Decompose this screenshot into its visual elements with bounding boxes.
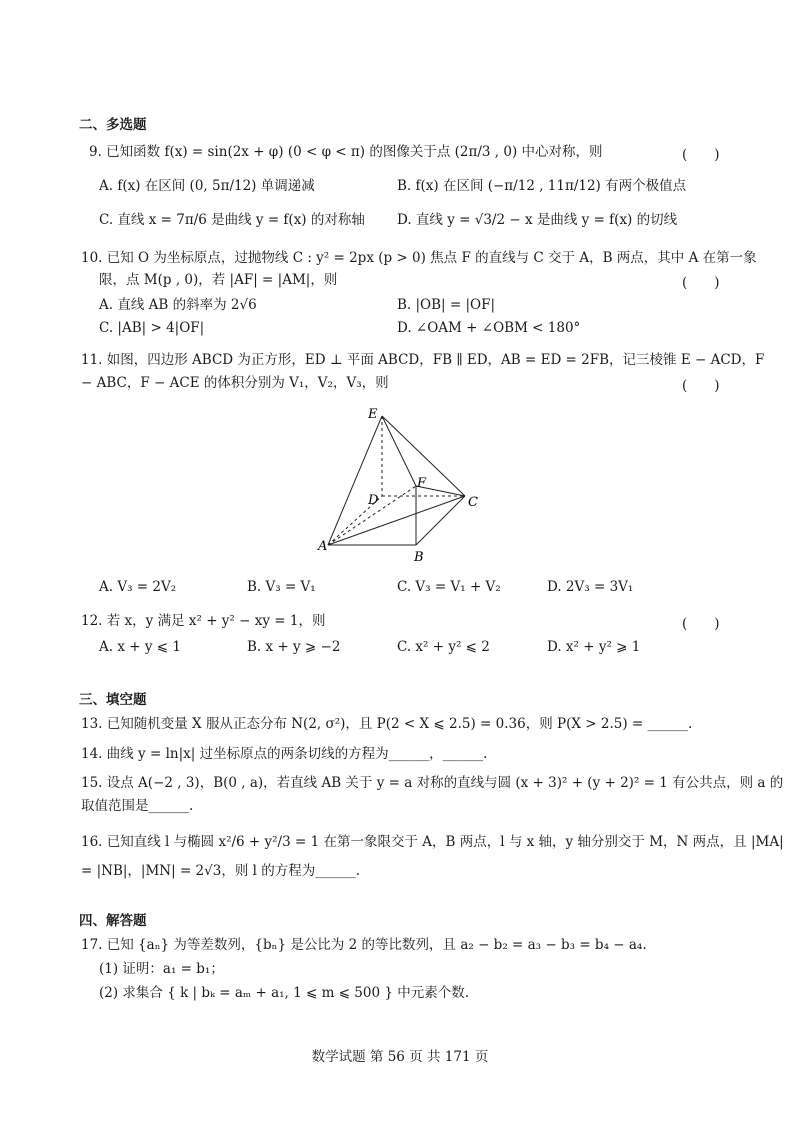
q13-text: 13. 已知随机变量 X 服从正态分布 N(2, σ²)，且 P(2 < X ⩽ 2.5) = 0.36，则 P(X > 2.5) = ______. [81,716,693,732]
q10-stem-line1: 10. 已知 O 为坐标原点，过抛物线 C : y² = 2px (p > 0) 焦点 F 的直线与 C 交于 A，B 两点，其中 A 在第一象 [81,250,757,266]
edge-ef [382,416,416,486]
q12-option-a: A. x + y ⩽ 1 [99,639,181,655]
q11-option-d: D. 2V₃ = 3V₁ [547,579,634,595]
label-f: F [417,476,427,491]
q10-answer-paren: ( ) [682,275,720,291]
q9-option-a: A. f(x) 在区间 (0, 5π/12) 单调递减 [99,178,315,194]
edge-ac [328,496,465,545]
section-title-multi: 二、多选题 [79,117,147,133]
q17-stem: 17. 已知 {aₙ} 为等差数列，{bₙ} 是公比为 2 的等比数列，且 a₂ − b₂ = a₃ − b₃ = b₄ − a₄. [81,937,647,953]
q11-stem-line1: 11. 如图，四边形 ABCD 为正方形，ED ⊥ 平面 ABCD，FB ∥ ED，AB = ED = 2FB，记三棱锥 E − ACD，F [81,352,765,368]
q9-option-b: B. f(x) 在区间 (−π/12 , 11π/12) 有两个极值点 [397,178,687,194]
pyramid-figure [300,400,500,565]
q11-option-c: C. V₃ = V₁ + V₂ [397,579,501,595]
q10-stem-line2: 限，点 M(p , 0)，若 |AF| = |AM|，则 [99,272,338,288]
q11-answer-paren: ( ) [682,378,720,394]
q12-answer-paren: ( ) [682,616,720,632]
q9-stem: 9. 已知函数 f(x) = sin(2x + φ) (0 < φ < π) 的图像关于点 (2π/3 , 0) 中心对称，则 [89,144,603,160]
q11-stem-line2: − ABC，F − ACE 的体积分别为 V₁，V₂，V₃，则 [81,375,389,391]
label-b: B [414,550,424,565]
label-d: D [368,493,379,508]
edge-ea [328,416,382,545]
q12-option-b: B. x + y ⩾ −2 [247,639,341,655]
q9-option-c: C. 直线 x = 7π/6 是曲线 y = f(x) 的对称轴 [99,212,365,228]
q9-answer-paren: ( ) [682,147,720,163]
section-title-fill: 三、填空题 [79,692,147,708]
q17-part2: (2) 求集合 { k | bₖ = aₘ + a₁, 1 ⩽ m ⩽ 500 } 中元素个数. [99,985,470,1001]
q12-option-d: D. x² + y² ⩾ 1 [547,639,641,655]
q11-option-b: B. V₃ = V₁ [247,579,316,595]
q10-option-c: C. |AB| > 4|OF| [99,320,205,336]
edge-bc [416,496,465,545]
q15-line1: 15. 设点 A(−2 , 3)，B(0 , a)，若直线 AB 关于 y = a 对称的直线与圆 (x + 3)² + (y + 2)² = 1 有公共点，则 a 的 [81,775,784,791]
q12-option-c: C. x² + y² ⩽ 2 [397,639,490,655]
q11-option-a: A. V₃ = 2V₂ [99,579,177,595]
label-a: A [318,539,328,554]
q9-option-d: D. 直线 y = √3/2 − x 是曲线 y = f(x) 的切线 [397,212,678,228]
q17-part1: (1) 证明：a₁ = b₁； [99,961,224,977]
q16-line2: = |NB|，|MN| = 2√3，则 l 的方程为______. [81,863,361,879]
q10-option-d: D. ∠OAM + ∠OBM < 180° [397,320,581,336]
label-e: E [368,407,378,422]
q10-option-b: B. |OB| = |OF| [397,297,496,313]
q14-text: 14. 曲线 y = ln|x| 过坐标原点的两条切线的方程为______，______. [81,746,488,762]
q15-line2: 取值范围是______. [81,798,194,814]
label-c: C [468,495,478,510]
q10-option-a: A. 直线 AB 的斜率为 2√6 [99,297,257,313]
q12-stem: 12. 若 x，y 满足 x² + y² − xy = 1，则 [81,613,326,629]
q16-line1: 16. 已知直线 l 与椭圆 x²/6 + y²/3 = 1 在第一象限交于 A，B 两点，l 与 x 轴，y 轴分别交于 M，N 两点，且 |MA| [81,834,784,850]
section-title-answer: 四、解答题 [79,913,147,929]
page-footer: 数学试题 第 56 页 共 171 页 [311,1049,489,1065]
